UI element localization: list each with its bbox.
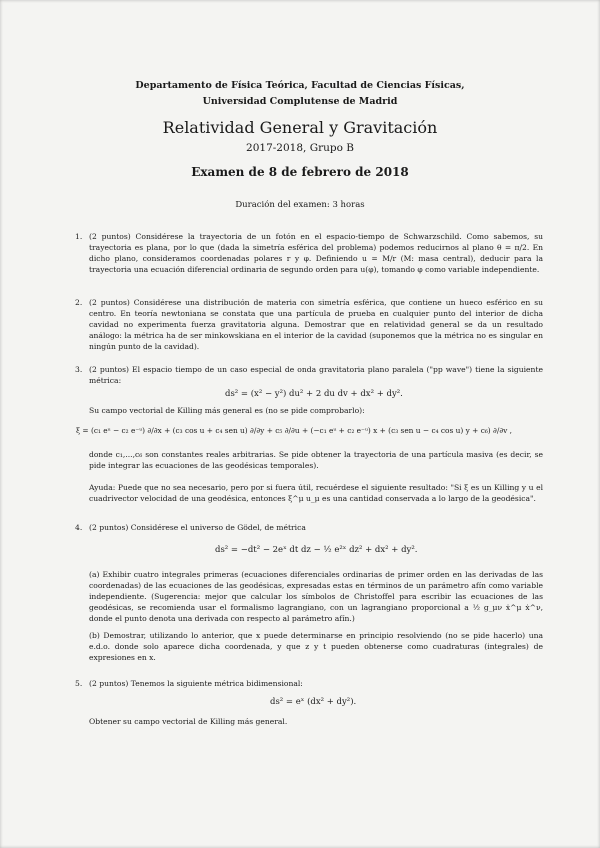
problem-2 (75, 297, 543, 352)
pp-wave-metric-equation: ds² = (x² − y²) du² + 2 du dv + dx² + dy². (225, 389, 403, 399)
exam-date: Examen de 8 de febrero de 2018 (191, 165, 409, 179)
problem-1 (75, 231, 543, 275)
godel-metric-equation: ds² = −dt² − 2eˣ dt dz − ½ e²ˣ dz² + dx² + dy². (215, 545, 418, 555)
bidimensional-metric-equation: ds² = eˣ (dx² + dy²). (270, 697, 357, 707)
exam-duration: Duración del examen: 3 horas (235, 200, 365, 210)
department-line-1: Departamento de Física Teórica, Facultad de Ciencias Físicas, (135, 80, 465, 91)
problem-number: 5. (75, 679, 83, 688)
problem-number: 3. (75, 365, 83, 374)
problem-text: (2 puntos) Tenemos la siguiente métrica bidimensional: (89, 679, 303, 688)
problem-5 (75, 678, 543, 689)
problem-3-task: donde c₁,...,c₆ son constantes reales arbitrarias. Se pide obtener la trayectoria de una partícula masiva (es decir, se pide integrar las ecuaciones de las geodésicas temporales). (89, 450, 543, 470)
problem-text: (2 puntos) Considérese el universo de Gödel, de métrica (89, 523, 306, 532)
problem-5-task: Obtener su campo vectorial de Killing más general. (89, 717, 288, 726)
killing-field-equation: ξ = (c₁ eᵘ − c₂ e⁻ᵘ) ∂/∂x + (c₃ cos u + c₄ sen u) ∂/∂y + c₅ ∂/∂u + (−c₁ eᵘ + c₂ e⁻ᵘ) x + (c₃ sen u − c₄ cos u) y + c₆) ∂/∂v , (76, 426, 513, 435)
course-title: Relatividad General y Gravitación (162, 118, 438, 137)
problem-4-part-a: (a) Exhibir cuatro integrales primeras (ecuaciones diferenciales ordinarias de primer orden en las derivadas de las coordenadas) de las ecuaciones de las geodésicas, expresadas estas en términos de un parámetro afín como variable independiente. (Sugerencia: mejor que calcular los símbolos de Christoffel para escribir las ecuaciones de las geodésicas, se recomienda usar el formalismo lagrangiano, con un lagrangiano proporcional a ½ g_μν ẋ^μ ẋ^ν, donde el punto denota una derivada con respecto al parámetro afín.) (89, 570, 543, 623)
problem-3-hint: Ayuda: Puede que no sea necesario, pero por si fuera útil, recuérdese el siguiente resultado: "Si ξ es un Killing y u el cuadrivector velocidad de una geodésica, entonces ξ^μ u_μ es una cantidad conservada a lo largo de la geodésica". (89, 483, 543, 503)
problem-number: 2. (75, 298, 83, 307)
course-group: 2017-2018, Grupo B (246, 142, 354, 154)
killing-intro: Su campo vectorial de Killing más general es (no se pide comprobarlo): (89, 406, 365, 415)
problem-4 (75, 522, 543, 533)
problem-number: 4. (75, 523, 83, 532)
problem-text: (2 puntos) Considérese una distribución de materia con simetría esférica, que contiene un hueco esférico en su centro. En teoría newtoniana se constata que una partícula de prueba en cualquier punto del interior de dicha cavidad no experimenta fuerza gravitatoria alguna. Demostrar que en relatividad general se da un resultado análogo: la métrica ha de ser minkowskiana en el interior de la cavidad (suponemos que la métrica no es singular en ningún punto de la cavidad). (89, 298, 543, 351)
problem-3 (75, 364, 543, 386)
problem-text: (2 puntos) Considérese la trayectoria de un fotón en el espacio-tiempo de Schwarzschild. Como sabemos, su trayectoria es plana, por lo que (dada la simetría esférica del problema) podemos reducirnos al plano θ = π/2. En dicho plano, consideramos coordenadas polares r y φ. Definiendo u = M/r (M: masa central), deducir para la trayectoria una ecuación diferencial ordinaria de segundo orden para u(φ), tomando φ como variable independiente. (89, 232, 543, 274)
problem-text: (2 puntos) El espacio tiempo de un caso especial de onda gravitatoria plano paralela ("pp wave") tiene la siguiente métrica: (89, 365, 543, 385)
department-line-2: Universidad Complutense de Madrid (202, 96, 398, 107)
problem-4-part-b: (b) Demostrar, utilizando lo anterior, que x puede determinarse en principio resolviendo (no se pide hacerlo) una e.d.o. donde solo aparece dicha coordenada, y que z y t pueden obtenerse como cuadraturas (integrales) de expresiones en x. (89, 631, 543, 662)
problem-number: 1. (75, 232, 83, 241)
